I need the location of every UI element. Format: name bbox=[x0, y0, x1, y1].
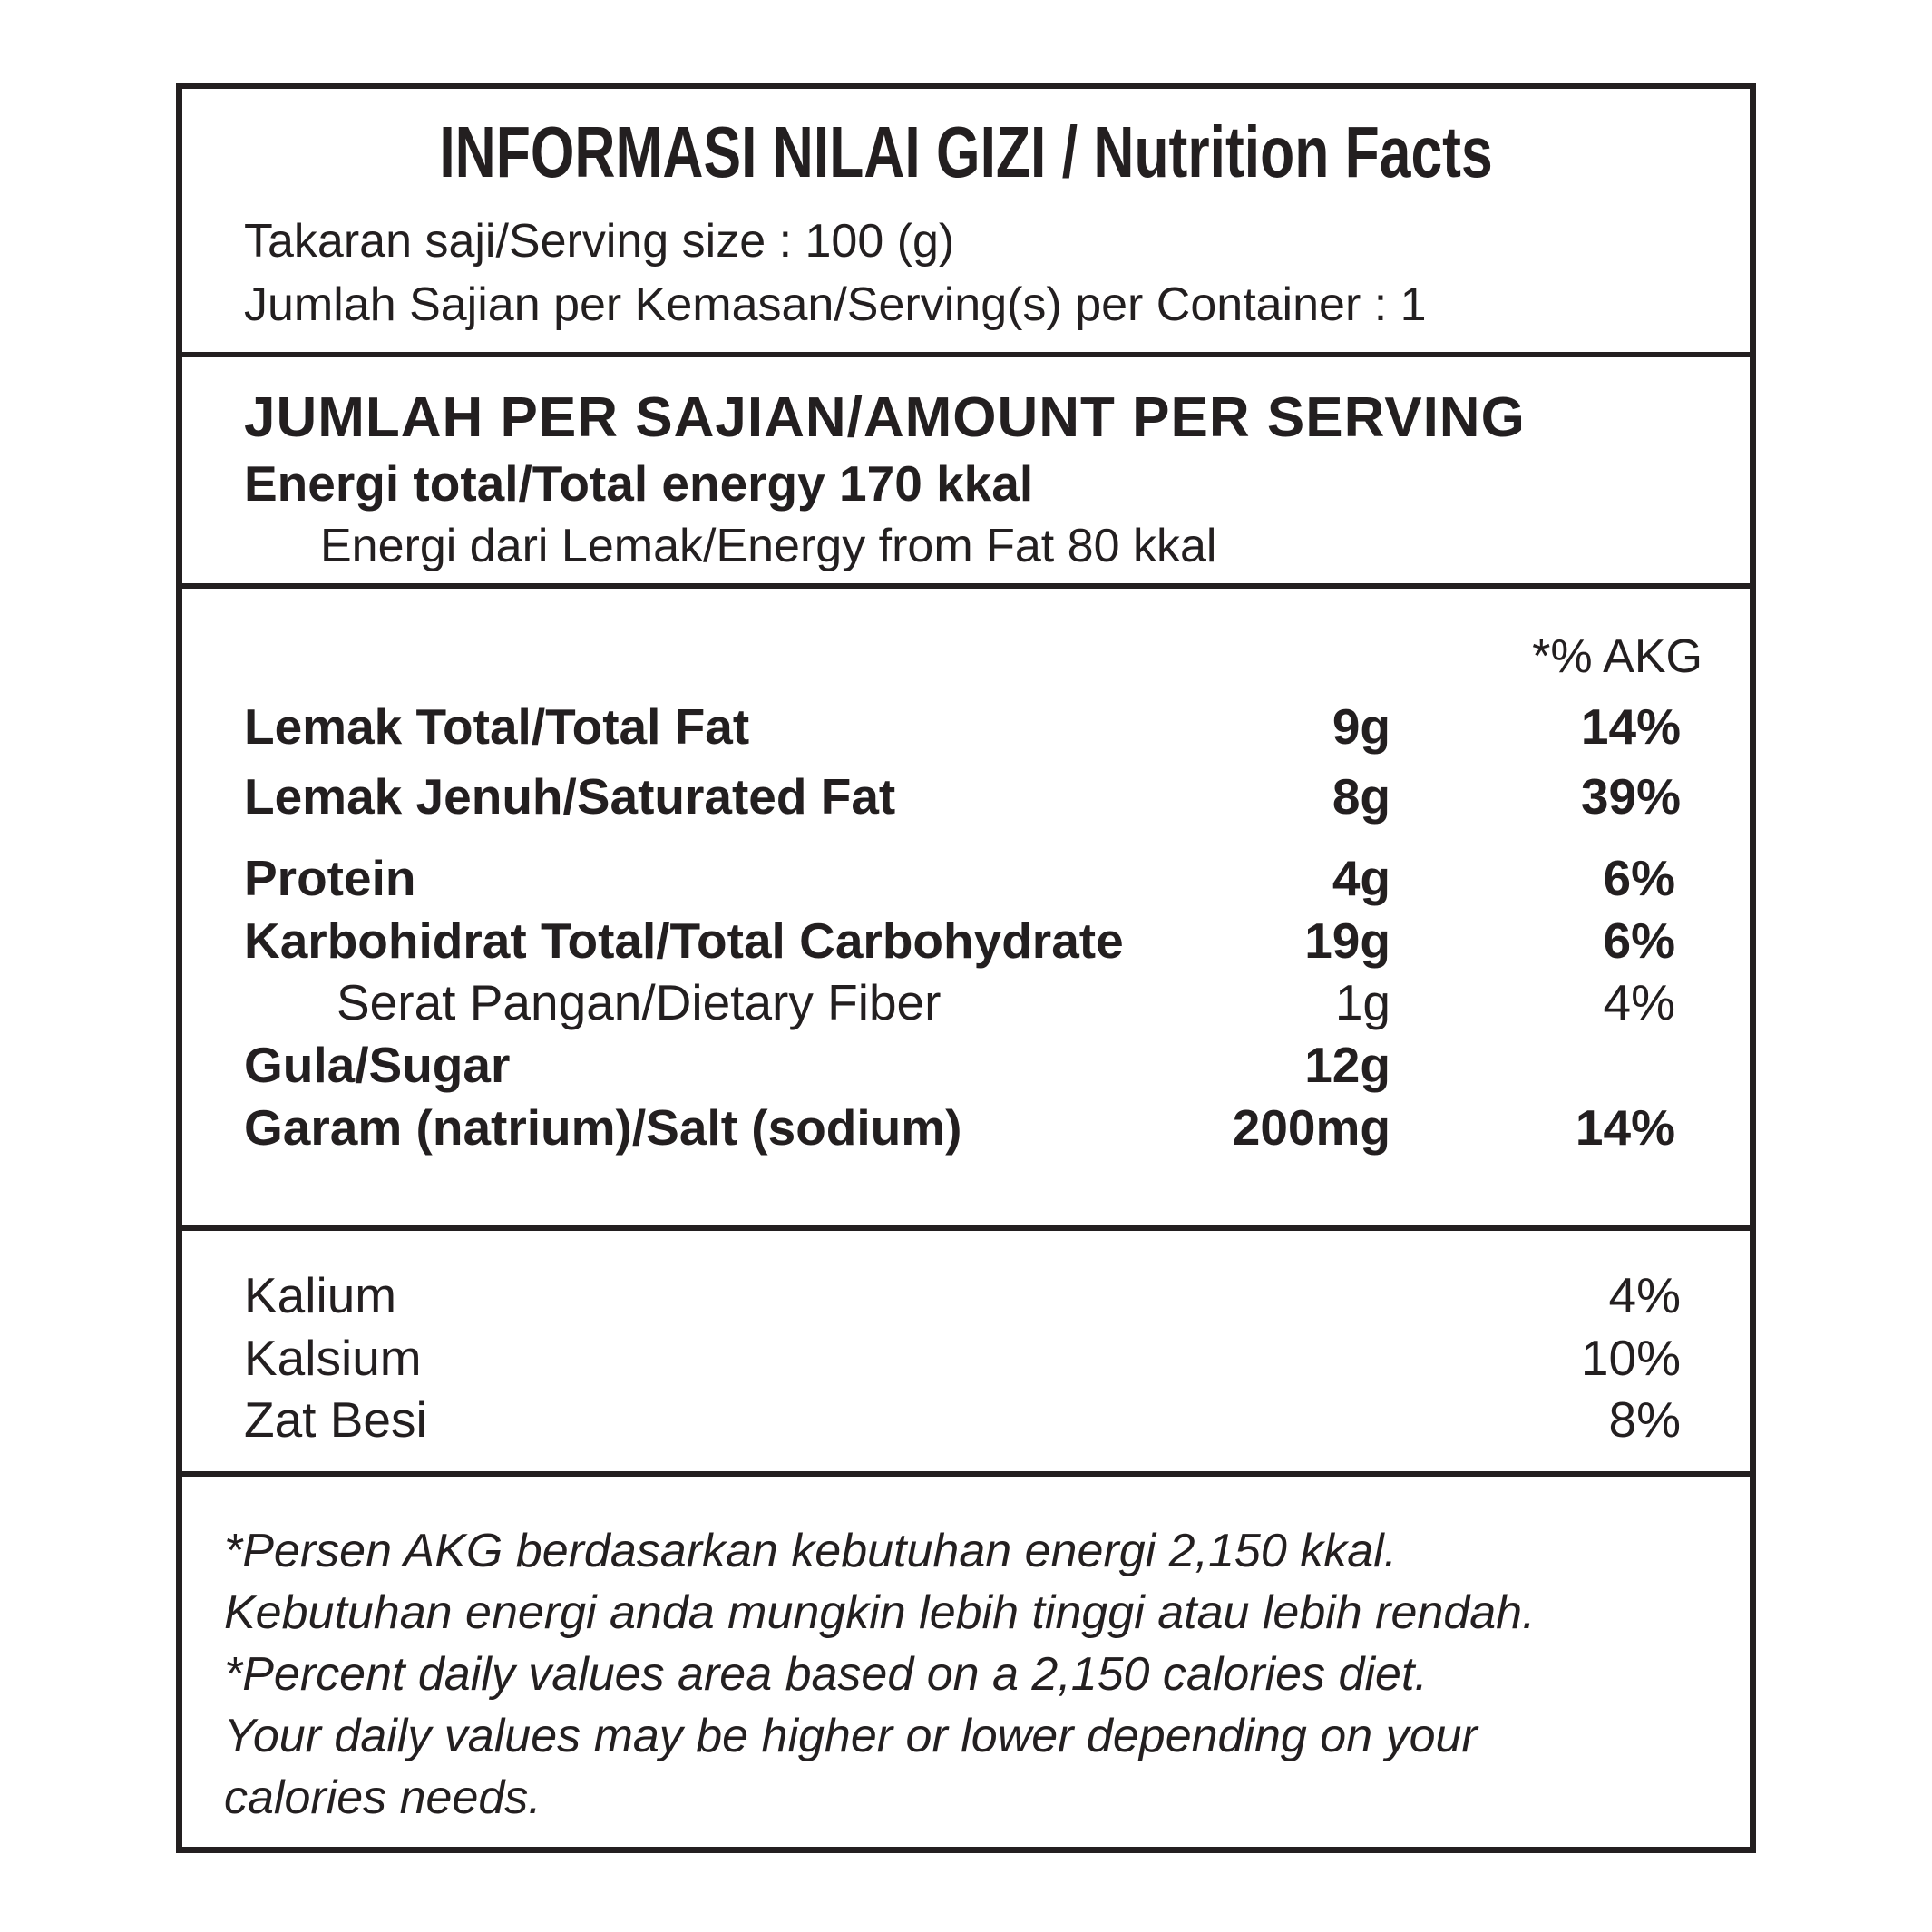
divider-3 bbox=[182, 1225, 1750, 1231]
mineral-pct-kalsium: 10% bbox=[1580, 1330, 1681, 1386]
nutrient-name-salt: Garam (natrium)/Salt (sodium) bbox=[244, 1099, 962, 1156]
footnote-line-5: calories needs. bbox=[224, 1771, 542, 1824]
nutrient-amount-total-carbohydrate: 19g bbox=[1304, 912, 1390, 969]
nutrient-name-sugar: Gula/Sugar bbox=[244, 1037, 511, 1093]
footnote-line-2: Kebutuhan energi anda mungkin lebih tinggi atau lebih rendah. bbox=[224, 1586, 1536, 1639]
divider-2 bbox=[182, 583, 1750, 589]
nutrient-amount-saturated-fat: 8g bbox=[1332, 768, 1390, 825]
nutrient-name-protein: Protein bbox=[244, 850, 416, 906]
mineral-name-kalium: Kalium bbox=[244, 1267, 397, 1323]
amount-per-serving-header: JUMLAH PER SAJIAN/AMOUNT PER SERVING bbox=[244, 386, 1526, 449]
nutrient-name-total-fat: Lemak Total/Total Fat bbox=[244, 698, 750, 755]
energy-from-fat: Energi dari Lemak/Energy from Fat 80 kkal bbox=[320, 520, 1217, 572]
nutrient-pct-total-carbohydrate: 6% bbox=[1603, 912, 1675, 969]
nutrient-pct-saturated-fat: 39% bbox=[1580, 768, 1681, 825]
footnote-line-1: *Persen AKG berdasarkan kebutuhan energi 2,150 kkal. bbox=[224, 1525, 1398, 1577]
label-title: INFORMASI NILAI GIZI / Nutrition Facts bbox=[439, 112, 1493, 192]
nutrient-pct-protein: 6% bbox=[1603, 850, 1675, 906]
footnote-line-4: Your daily values may be higher or lower depending on your bbox=[224, 1710, 1478, 1762]
mineral-pct-kalium: 4% bbox=[1608, 1267, 1681, 1323]
nutrition-facts-label bbox=[176, 83, 1756, 1853]
servings-per-container: Jumlah Sajian per Kemasan/Serving(s) per Container : 1 bbox=[244, 278, 1427, 331]
nutrient-name-dietary-fiber: Serat Pangan/Dietary Fiber bbox=[337, 974, 942, 1030]
divider-4 bbox=[182, 1471, 1750, 1477]
nutrient-pct-dietary-fiber: 4% bbox=[1603, 974, 1675, 1030]
nutrient-amount-sugar: 12g bbox=[1304, 1037, 1390, 1093]
nutrient-amount-salt: 200mg bbox=[1232, 1099, 1390, 1156]
nutrient-name-total-carbohydrate: Karbohidrat Total/Total Carbohydrate bbox=[244, 912, 1124, 969]
nutrient-name-saturated-fat: Lemak Jenuh/Saturated Fat bbox=[244, 768, 896, 825]
nutrient-amount-total-fat: 9g bbox=[1332, 698, 1390, 755]
serving-size: Takaran saji/Serving size : 100 (g) bbox=[244, 215, 955, 268]
mineral-name-zat-besi: Zat Besi bbox=[244, 1391, 427, 1448]
nutrient-pct-salt: 14% bbox=[1575, 1099, 1675, 1156]
nutrient-amount-dietary-fiber: 1g bbox=[1334, 974, 1390, 1030]
mineral-pct-zat-besi: 8% bbox=[1608, 1391, 1681, 1448]
nutrient-amount-protein: 4g bbox=[1332, 850, 1390, 906]
nutrient-pct-total-fat: 14% bbox=[1580, 698, 1681, 755]
total-energy: Energi total/Total energy 170 kkal bbox=[244, 455, 1034, 512]
divider-1 bbox=[182, 352, 1750, 357]
akg-header: *% AKG bbox=[1532, 630, 1703, 683]
footnote-line-3: *Percent daily values area based on a 2,150 calories diet. bbox=[224, 1648, 1428, 1701]
mineral-name-kalsium: Kalsium bbox=[244, 1330, 422, 1386]
